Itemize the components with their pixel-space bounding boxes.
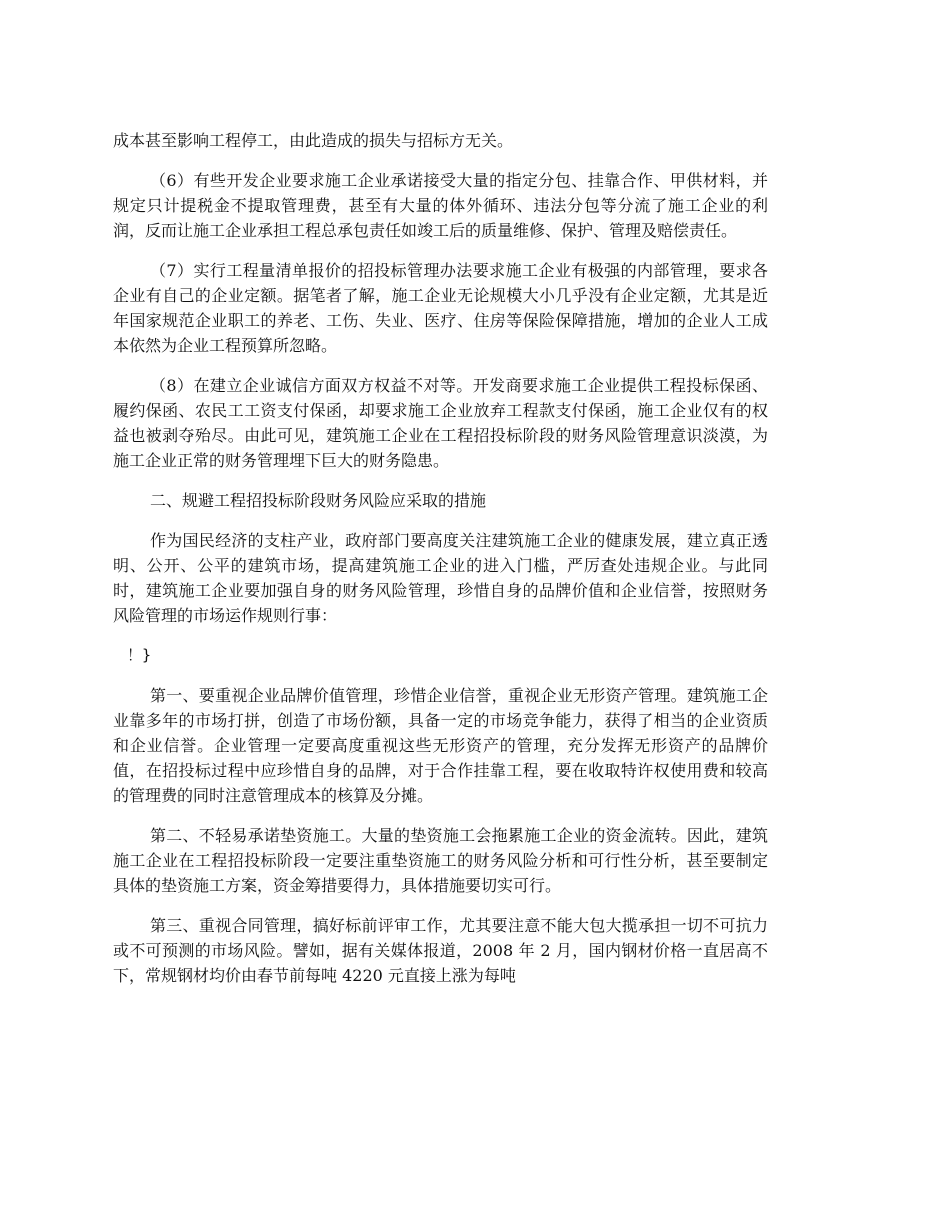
section-heading: 二、规避工程招投标阶段财务风险应采取的措施 (150, 491, 487, 510)
document-body (113, 128, 768, 1003)
paragraph-third: 第三、重视合同管理，搞好标前评审工作，尤其要注意不能大包大揽承担一切不可抗力或不可预测的市场风险。譬如，据有关媒体报道，2008 年 2 月，国内钢材价格一直居高不下，常规钢材均价由春节前每吨 4220 元直接上涨为每吨 (113, 916, 768, 985)
paragraph-first: 第一、要重视企业品牌价值管理，珍惜企业信誉，重视企业无形资产管理。建筑施工企业靠多年的市场打拼，创造了市场份额，具备一定的市场竞争能力，获得了相当的企业资质和企业信誉。企业管理一定要高度重视这些无形资产的管理，充分发挥无形资产的品牌价值，在招投标过程中应珍惜自身的品牌，对于合作挂靠工程，要在收取特许权使用费和较高的管理费的同时注意管理成本的核算及分摊。 (113, 686, 768, 805)
stray-text: ！} (127, 646, 152, 664)
paragraph-intro: 作为国民经济的支柱产业，政府部门要高度关注建筑施工企业的健康发展，建立真正透明、公开、公平的建筑市场，提高建筑施工企业的进入门槛，严厉查处违规企业。与此同时，建筑施工企业要加强自身的财务风险管理，珍惜自身的品牌价值和企业信誉，按照财务风险管理的市场运作规则行事： (113, 531, 768, 625)
paragraph-item-8: （8）在建立企业诚信方面双方权益不对等。开发商要求施工企业提供工程投标保函、履约保函、农民工工资支付保函，却要求施工企业放弃工程款支付保函，施工企业仅有的权益也被剥夺殆尽。由此可见，建筑施工企业在工程招投标阶段的财务风险管理意识淡漠，为施工企业正常的财务管理埋下巨大的财务隐患。 (113, 376, 768, 470)
paragraph-second: 第二、不轻易承诺垫资施工。大量的垫资施工会拖累施工企业的资金流转。因此，建筑施工企业在工程招投标阶段一定要注重垫资施工的财务风险分析和可行性分析，甚至要制定具体的垫资施工方案，资金筹措要得力，具体措施要切实可行。 (113, 826, 768, 895)
paragraph-continuation: 成本甚至影响工程停工，由此造成的损失与招标方无关。 (113, 131, 514, 150)
paragraph-item-6: （6）有些开发企业要求施工企业承诺接受大量的指定分包、挂靠合作、甲供材料，并规定只计提税金不提取管理费，甚至有大量的体外循环、违法分包等分流了施工企业的利润，反而让施工企业承担工程总承包责任如竣工后的质量维修、保护、管理及赔偿责任。 (113, 171, 768, 240)
paragraph-item-7: （7）实行工程量清单报价的招投标管理办法要求施工企业有极强的内部管理，要求各企业有自己的企业定额。据笔者了解，施工企业无论规模大小几乎没有企业定额，尤其是近年国家规范企业职工的养老、工伤、失业、医疗、住房等保险保障措施，增加的企业人工成本依然为企业工程预算所忽略。 (113, 261, 768, 355)
